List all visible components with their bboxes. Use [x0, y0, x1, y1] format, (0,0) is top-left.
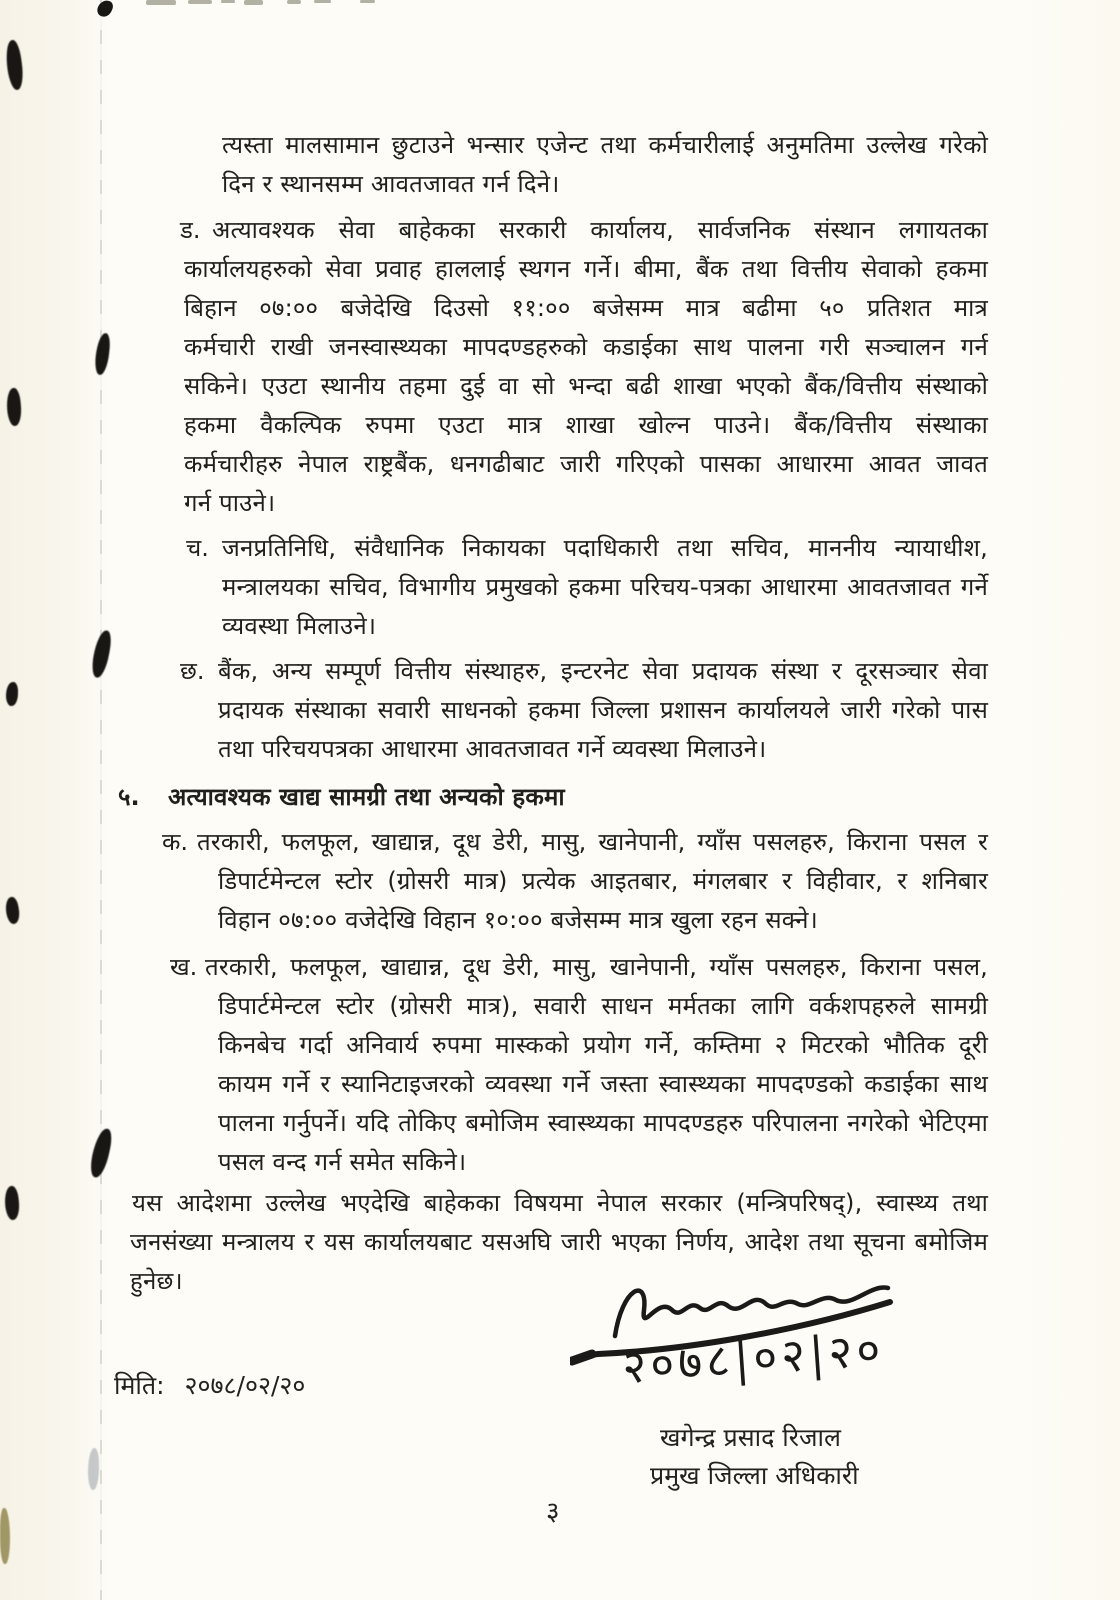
paper-fold-line [100, 0, 102, 1600]
item-label-ka: क. [162, 828, 189, 856]
top-edge-cutoff-text [287, 0, 301, 4]
item-label-kha: ख. [170, 953, 198, 981]
doc-line: पालना गर्नुपर्ने। यदि तोकिए बमोजिम स्वास्थ्यका मापदण्डहरु परिपालना नगरेको भेटिएमा [218, 1109, 988, 1137]
doc-line: तरकारी, फलफूल, खाद्यान्न, दूध डेरी, मासु, खानेपानी, ग्याँस पसलहरु, किराना पसल र [197, 828, 988, 856]
doc-line: तथा परिचयपत्रका आधारमा आवतजावत गर्ने व्यवस्था मिलाउने। [218, 735, 767, 763]
doc-line: कायम गर्ने र स्यानिटाइजरको व्यवस्था गर्ने जस्ता स्वास्थ्यका मापदण्डको कडाईका साथ [218, 1070, 988, 1098]
doc-line: जनप्रतिनिधि, संवैधानिक निकायका पदाधिकारी तथा सचिव, माननीय न्यायाधीश, [222, 534, 988, 562]
doc-line: किनबेच गर्दा अनिवार्य रुपमा मास्कको प्रयोग गर्ने, कम्तिमा २ मिटरको भौतिक दूरी [218, 1031, 988, 1059]
doc-line: विहान ०७:०० वजेदेखि विहान १०:०० बजेसम्म मात्र खुला रहन सक्ने। [218, 906, 818, 934]
doc-line: तरकारी, फलफूल, खाद्यान्न, दूध डेरी, मासु, खानेपानी, ग्याँस पसलहरु, किराना पसल, [205, 953, 988, 981]
item-label-chha: छ. [180, 657, 205, 685]
doc-line: जनसंख्या मन्त्रालय र यस कार्यालयबाट यसअघि जारी भएका निर्णय, आदेश तथा सूचना बमोजिम [130, 1228, 988, 1256]
doc-line: प्रदायक संस्थाका सवारी साधनको हकमा जिल्ला प्रशासन कार्यालयले जारी गरेको पास [218, 696, 988, 724]
doc-line: कार्यालयहरुको सेवा प्रवाह हाललाई स्थगन गर्ने। बीमा, बैंक तथा वित्तीय सेवाको हकमा [184, 255, 988, 283]
doc-line: गर्न पाउने। [184, 489, 276, 517]
date-label: मिति: [114, 1371, 165, 1400]
doc-line: हकमा वैकल्पिक रुपमा एउटा मात्र शाखा खोल्न पाउने। बैंक/वित्तीय संस्थाका [184, 411, 988, 439]
signature-handwritten-date: २०७८|०२|२० [620, 1321, 886, 1395]
signer-name: खगेन्द्र प्रसाद रिजाल [660, 1423, 841, 1452]
item-label-cha: च. [186, 534, 209, 562]
top-edge-cutoff-text [146, 0, 176, 5]
date-value: २०७८/०२/२० [184, 1371, 306, 1400]
signer-title: प्रमुख जिल्ला अधिकारी [650, 1461, 859, 1490]
doc-line: डिपार्टमेन्टल स्टोर (ग्रोसरी मात्र), सवारी साधन मर्मतका लागि वर्कशपहरुले सामग्री [218, 992, 988, 1020]
doc-line: अत्यावश्यक सेवा बाहेकका सरकारी कार्यालय, सार्वजनिक संस्थान लगायतका [212, 216, 988, 244]
top-edge-cutoff-text [221, 0, 235, 3]
page-number: ३ [546, 1497, 560, 1527]
item-label-da: ड. [180, 216, 201, 244]
doc-line: डिपार्टमेन्टल स्टोर (ग्रोसरी मात्र) प्रत्येक आइतबार, मंगलबार र विहीवार, र शनिबार [218, 867, 988, 895]
doc-line: बैंक, अन्य सम्पूर्ण वित्तीय संस्थाहरु, इन्टरनेट सेवा प्रदायक संस्था र दूरसञ्चार सेवा [218, 657, 988, 685]
top-edge-cutoff-text [360, 0, 375, 3]
doc-line: त्यस्ता मालसामान छुटाउने भन्सार एजेन्ट तथा कर्मचारीलाई अनुमतिमा उल्लेख गरेको [222, 131, 988, 159]
date-line [114, 1368, 305, 1402]
section-heading: अत्यावश्यक खाद्य सामग्री तथा अन्यको हकमा [168, 783, 565, 811]
doc-line: मन्त्रालयका सचिव, विभागीय प्रमुखको हकमा परिचय-पत्रका आधारमा आवतजावत गर्ने [222, 573, 988, 601]
doc-line: बिहान ०७:०० बजेदेखि दिउसो ११:०० बजेसम्म मात्र बढीमा ५० प्रतिशत मात्र [184, 294, 988, 322]
doc-line: हुनेछ। [130, 1267, 183, 1295]
item-label-5: ५. [118, 783, 140, 811]
doc-line: व्यवस्था मिलाउने। [222, 612, 377, 640]
doc-line: कर्मचारीहरु नेपाल राष्ट्रबैंक, धनगढीबाट जारी गरिएको पासका आधारमा आवत जावत [184, 450, 988, 478]
doc-line: सकिने। एउटा स्थानीय तहमा दुई वा सो भन्दा बढी शाखा भएको बैंक/वित्तीय संस्थाको [184, 372, 988, 400]
doc-line: कर्मचारी राखी जनस्वास्थ्यका मापदण्डहरुको कडाईका साथ पालना गरी सञ्चालन गर्न [184, 333, 988, 361]
doc-line: यस आदेशमा उल्लेख भएदेखि बाहेकका विषयमा नेपाल सरकार (मन्त्रिपरिषद्), स्वास्थ्य तथा [132, 1189, 988, 1217]
top-edge-cutoff-text [244, 0, 263, 5]
top-edge-cutoff-text [314, 0, 331, 3]
doc-line: पसल वन्द गर्न समेत सकिने। [218, 1148, 467, 1176]
top-edge-cutoff-text [188, 0, 212, 4]
doc-line: दिन र स्थानसम्म आवतजावत गर्न दिने। [222, 170, 560, 198]
